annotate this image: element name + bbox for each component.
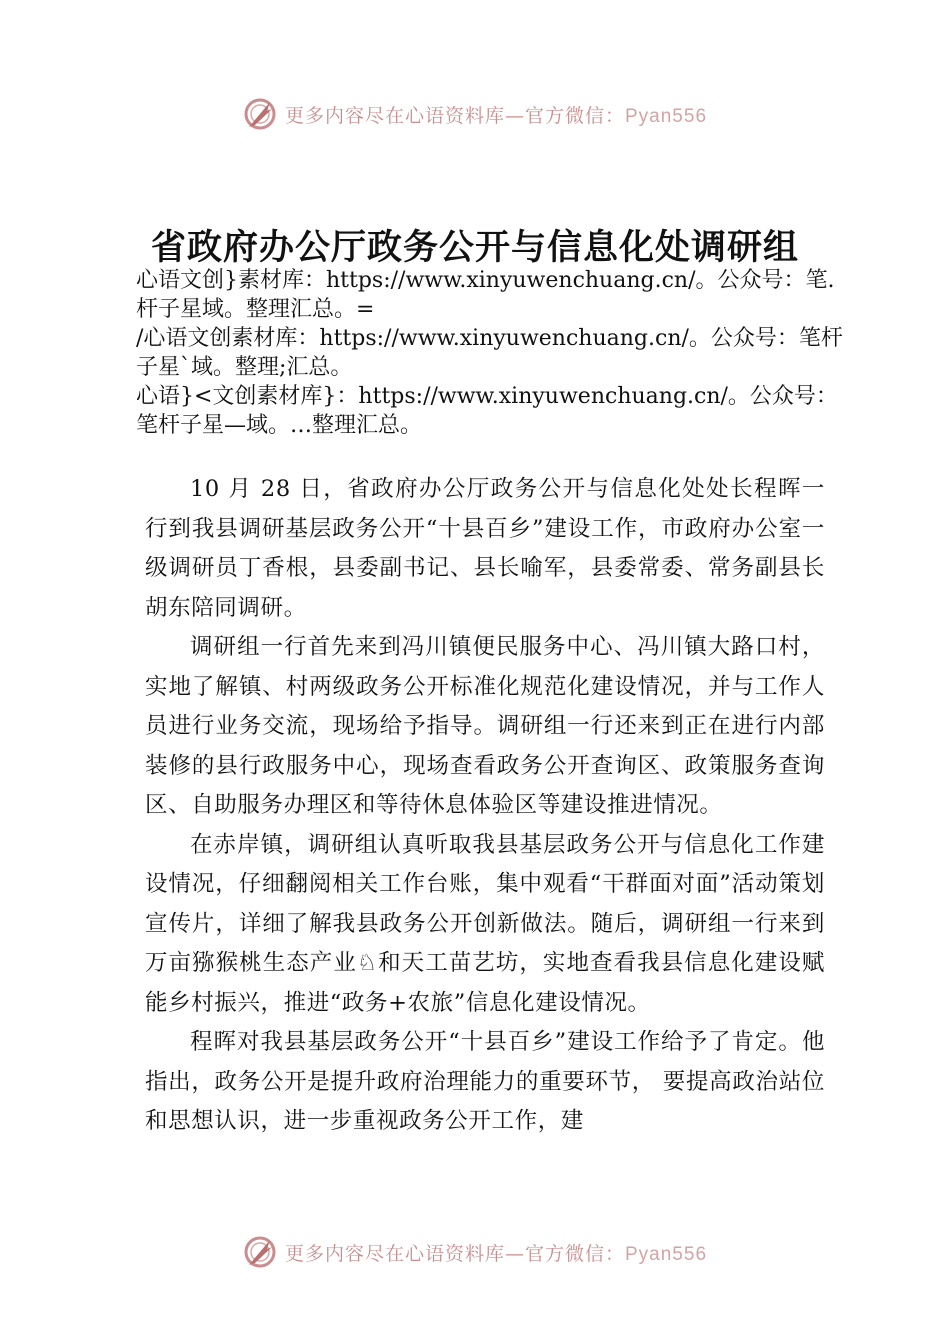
watermark-line: /心语文创素材库：https://www.xinyuwenchuang.cn/。公众号：笔杆子星`域。整理;汇总。 [136,326,843,380]
banner-wechat-id: Pyan556 [625,1243,708,1265]
article-body [145,470,825,1142]
watermark-line: 心语文创}素材库：https://www.xinyuwenchuang.cn/。公众号：笔.杆子星域。整理汇总。= [136,268,835,322]
header-banner-text [285,101,707,128]
watermark-notice [136,266,856,440]
paragraph: 程晖对我县基层政务公开“十县百乡”建设工作给予了肯定。他指出，政务公开是提升政府治理能力的重要环节， 要提高政治站位和思想认识，进一步重视政务公开工作，建 [145,1029,825,1134]
watermark-line: 心语}<文创素材库}：https://www.xinyuwenchuang.cn/。公众号：笔杆子星—域。…整理汇总。 [136,384,838,438]
banner-wechat-label: 官方微信： [524,104,625,127]
quill-seal-icon [243,97,277,131]
paragraph: 调研组一行首先来到冯川镇便民服务中心、冯川镇大路口村，实地了解镇、村两级政务公开标准化规范化建设情况，并与工作人员进行业务交流，现场给予指导。调研组一行还来到正在进行内部装修的县行政服务中心，现场查看政务公开查询区、政策服务查询区、自助服务办理区和等待休息体验区等建设推进情况。 [145,634,825,818]
banner-wechat-id: Pyan556 [625,105,708,127]
paragraph: 在赤岸镇，调研组认真听取我县基层政务公开与信息化工作建设情况，仔细翻阅相关工作台账，集中观看“干群面对面”活动策划宣传片，详细了解我县政务公开创新做法。随后，调研组一行来到万亩猕猴桃生态产业♘和天工苗艺坊，实地查看我县信息化建设赋能乡村振兴，推进“政务+农旅”信息化建设情况。 [145,831,825,1016]
footer-banner [0,1232,950,1272]
banner-separator: — [504,1242,525,1265]
document-title: 省政府办公厅政务公开与信息化处调研组 [150,227,799,268]
quill-seal-icon [243,1235,277,1269]
header-banner [0,94,950,134]
banner-separator: — [504,104,525,127]
banner-slogan: 更多内容尽在心语资料库 [284,104,505,127]
footer-banner-text [285,1239,707,1266]
banner-slogan: 更多内容尽在心语资料库 [284,1242,505,1265]
banner-wechat-label: 官方微信： [524,1242,625,1265]
paragraph: 10 月 28 日，省政府办公厅政务公开与信息化处处长程晖一行到我县调研基层政务公开“十县百乡”建设工作，市政府办公室一级调研员丁香根，县委副书记、县长喻军，县委常委、常务副县长胡东陪同调研。 [145,476,825,621]
